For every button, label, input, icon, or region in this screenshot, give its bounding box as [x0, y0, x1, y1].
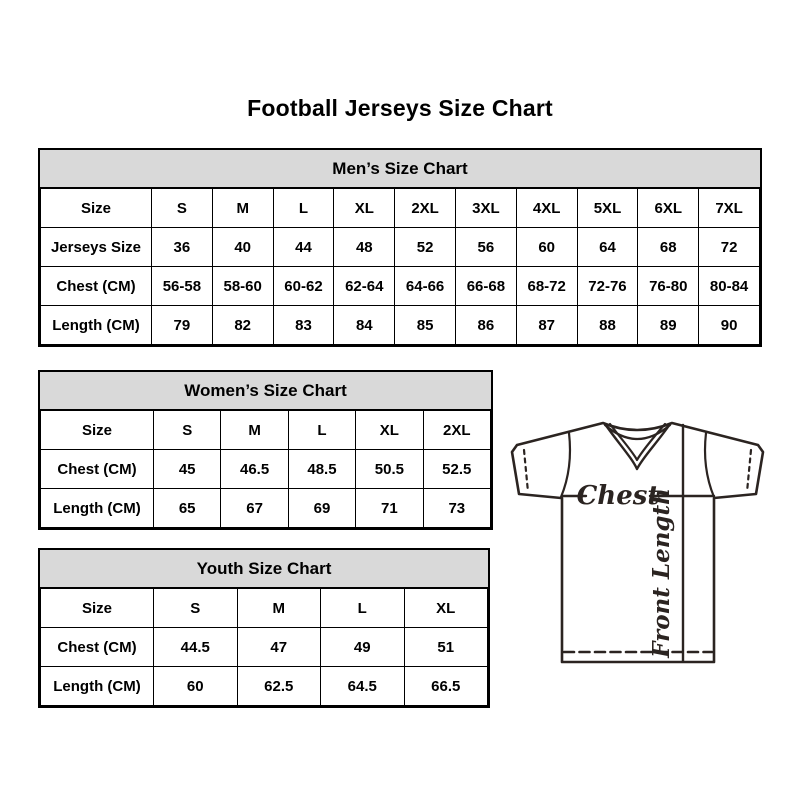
size-cell: S	[152, 189, 213, 228]
size-cell: 66-68	[455, 267, 516, 306]
size-cell: 68-72	[516, 267, 577, 306]
size-cell: 51	[404, 628, 488, 667]
size-cell: L	[321, 589, 405, 628]
size-cell: 69	[288, 489, 355, 528]
mens-size-table-header: Men’s Size Chart	[40, 150, 760, 188]
size-cell: 7XL	[699, 189, 760, 228]
size-cell: 58-60	[212, 267, 273, 306]
size-cell: 5XL	[577, 189, 638, 228]
size-cell: 67	[221, 489, 288, 528]
size-row	[41, 306, 760, 345]
size-cell: 65	[154, 489, 221, 528]
size-cell: 48.5	[288, 450, 355, 489]
size-row	[41, 228, 760, 267]
size-cell: 68	[638, 228, 699, 267]
page-title: Football Jerseys Size Chart	[247, 95, 553, 121]
row-label: Chest (CM)	[41, 267, 152, 306]
size-cell: XL	[334, 189, 395, 228]
size-cell: 60-62	[273, 267, 334, 306]
womens-size-table-header: Women’s Size Chart	[40, 372, 491, 410]
size-cell: 72	[699, 228, 760, 267]
size-cell: 80-84	[699, 267, 760, 306]
size-cell: 86	[455, 306, 516, 345]
row-label: Size	[41, 589, 154, 628]
size-cell: 2XL	[395, 189, 456, 228]
size-cell: 89	[638, 306, 699, 345]
youth-size-grid	[40, 588, 488, 706]
size-cell: 46.5	[221, 450, 288, 489]
row-label: Chest (CM)	[41, 628, 154, 667]
womens-size-grid	[40, 410, 491, 528]
size-cell: S	[154, 411, 221, 450]
size-cell: 56	[455, 228, 516, 267]
size-cell: 64-66	[395, 267, 456, 306]
size-cell: 36	[152, 228, 213, 267]
size-cell: S	[154, 589, 238, 628]
size-cell: M	[237, 589, 321, 628]
youth-size-table-header: Youth Size Chart	[40, 550, 488, 588]
size-row	[41, 667, 488, 706]
size-row	[41, 628, 488, 667]
size-cell: L	[288, 411, 355, 450]
size-cell: M	[221, 411, 288, 450]
size-cell: 56-58	[152, 267, 213, 306]
size-cell: XL	[356, 411, 423, 450]
size-cell: 88	[577, 306, 638, 345]
row-label: Size	[41, 189, 152, 228]
size-cell: M	[212, 189, 273, 228]
mens-size-table	[38, 148, 762, 347]
size-row	[41, 589, 488, 628]
jersey-measurement-diagram	[500, 400, 800, 700]
size-cell: 60	[516, 228, 577, 267]
size-cell: 84	[334, 306, 395, 345]
size-cell: 85	[395, 306, 456, 345]
size-cell: 76-80	[638, 267, 699, 306]
size-cell: 45	[154, 450, 221, 489]
size-cell: 82	[212, 306, 273, 345]
size-cell: 79	[152, 306, 213, 345]
size-cell: 40	[212, 228, 273, 267]
row-label: Size	[41, 411, 154, 450]
row-label: Jerseys Size	[41, 228, 152, 267]
mens-size-grid	[40, 188, 760, 345]
size-cell: 50.5	[356, 450, 423, 489]
row-label: Chest (CM)	[41, 450, 154, 489]
size-cell: 6XL	[638, 189, 699, 228]
size-cell: 64	[577, 228, 638, 267]
size-cell: 4XL	[516, 189, 577, 228]
size-row	[41, 411, 491, 450]
size-cell: 47	[237, 628, 321, 667]
size-cell: 49	[321, 628, 405, 667]
size-cell: 52.5	[423, 450, 490, 489]
size-cell: 48	[334, 228, 395, 267]
size-cell: 66.5	[404, 667, 488, 706]
size-row	[41, 189, 760, 228]
size-cell: 2XL	[423, 411, 490, 450]
size-cell: 71	[356, 489, 423, 528]
row-label: Length (CM)	[41, 667, 154, 706]
size-row	[41, 489, 491, 528]
size-cell: 3XL	[455, 189, 516, 228]
size-cell: 83	[273, 306, 334, 345]
size-cell: 44.5	[154, 628, 238, 667]
size-row	[41, 267, 760, 306]
size-cell: 62-64	[334, 267, 395, 306]
size-cell: 73	[423, 489, 490, 528]
size-cell: L	[273, 189, 334, 228]
size-cell: 52	[395, 228, 456, 267]
row-label: Length (CM)	[41, 489, 154, 528]
size-cell: XL	[404, 589, 488, 628]
size-cell: 87	[516, 306, 577, 345]
size-cell: 72-76	[577, 267, 638, 306]
size-cell: 62.5	[237, 667, 321, 706]
size-cell: 64.5	[321, 667, 405, 706]
row-label: Length (CM)	[41, 306, 152, 345]
youth-size-table	[38, 548, 490, 708]
size-cell: 90	[699, 306, 760, 345]
size-row	[41, 450, 491, 489]
womens-size-table	[38, 370, 493, 530]
size-cell: 44	[273, 228, 334, 267]
chest-label: Chest	[576, 481, 660, 511]
front-length-label: Front Length	[648, 488, 675, 658]
size-cell: 60	[154, 667, 238, 706]
